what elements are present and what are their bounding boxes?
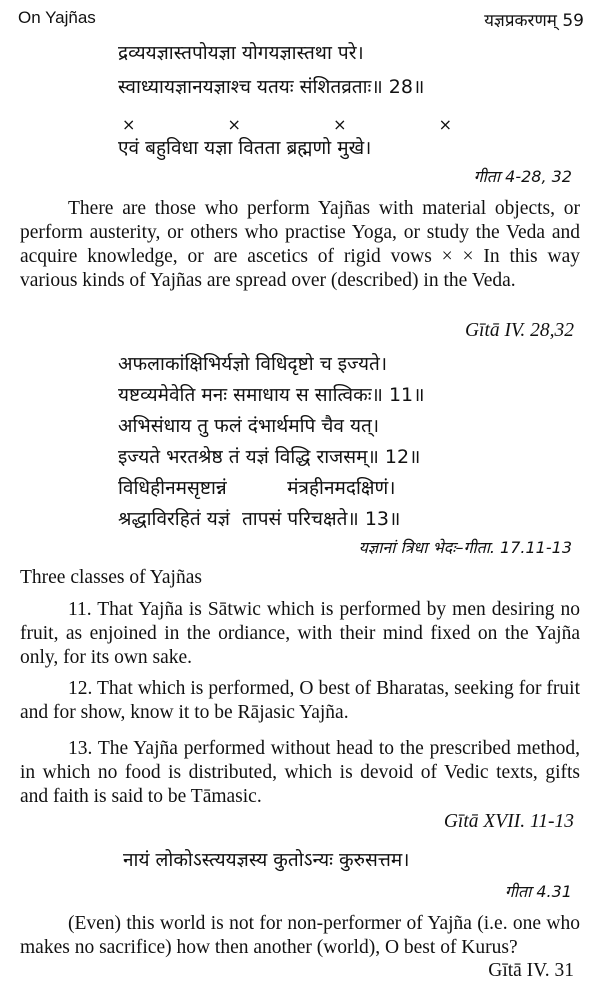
citation-gita-iv-31: Gītā IV. 31 <box>488 960 574 981</box>
verse2-line1: अफलाकांक्षिभिर्यज्ञो विधिदृष्टो च इज्यते। <box>118 353 388 375</box>
verse2-line3: अभिसंधाय तु फलं दंभार्थमपि चैव यत्। <box>118 415 380 437</box>
paragraph-text: (Even) this world is not for non-performer of Yajña (i.e. one who makes no sacrifice) how then another (world), O best of Kurus? <box>20 913 580 958</box>
paragraph-text: There are those who perform Yajñas with material objects, or perform austerity, or others who practise Yoga, or study the Veda and acquire knowledge, or are ascetics of rigid vows × × In this way various kinds of Yajñas are spread over (described) in the Veda. <box>20 198 580 291</box>
paragraph-tamasic <box>20 737 580 809</box>
citation-gita-xvii: Gītā XVII. 11-13 <box>443 811 574 832</box>
paragraph-translation-1 <box>20 197 580 293</box>
omission-marks <box>122 115 452 134</box>
citation-gita-iv: Gītā IV. 28,32 <box>464 320 574 341</box>
verse1-line1: द्रव्ययज्ञास्तपोयज्ञा योगयज्ञास्तथा परे। <box>118 42 364 64</box>
running-header-right: यज्ञप्रकरणम् 59 <box>484 11 584 31</box>
verse2-line5: विधिहीनमसृष्टान्नं मंत्रहीनमदक्षिणं। <box>118 477 396 499</box>
paragraph-text: 11. That Yajña is Sātwic which is performed by men desiring no fruit, as enjoined in the ordiance, with their mind fixed on the Yajña only, for its own sake. <box>20 599 580 668</box>
paragraph-satwic <box>20 598 580 670</box>
paragraph-text: 13. The Yajña performed without head to the prescribed method, in which no food is distributed, which is devoid of Vedic texts, gifts and faith is said to be Tāmasic. <box>20 738 580 807</box>
omission-mark: × <box>122 115 136 134</box>
verse1-line2: स्वाध्यायज्ञानयज्ञाश्च यतयः संशितव्रताः॥ 28॥ <box>118 76 425 98</box>
paragraph-text: 12. That which is performed, O best of Bharatas, seeking for fruit and for show, know it to be Rājasic Yajña. <box>20 678 580 723</box>
verse3-line: नायं लोकोऽस्त्ययज्ञस्य कुतोऽन्यः कुरुसत्तम। <box>123 849 410 871</box>
verse2-line2: यष्टव्यमेवेति मनः समाधाय स सात्विकः॥ 11॥ <box>118 384 425 406</box>
running-header-left: On Yajñas <box>18 8 96 27</box>
verse1-reference: गीता 4-28, 32 <box>473 167 572 186</box>
verse1-line3: एवं बहुविधा यज्ञा वितता ब्रह्मणो मुखे। <box>118 137 372 159</box>
verse3-reference: गीता 4.31 <box>504 882 572 901</box>
omission-mark: × <box>438 115 452 134</box>
paragraph-translation-5 <box>20 912 580 960</box>
verse2-reference: यज्ञानां त्रिधा भेदः–गीता. 17.11-13 <box>358 538 572 557</box>
omission-mark: × <box>227 115 241 134</box>
section-heading: Three classes of Yajñas <box>20 567 202 588</box>
omission-mark: × <box>333 115 347 134</box>
verse2-line4: इज्यते भरतश्रेष्ठ तं यज्ञं विद्धि राजसम्॥ 12॥ <box>118 446 421 468</box>
paragraph-rajasic <box>20 677 580 725</box>
verse2-line6: श्रद्धाविरहितं यज्ञं तापसं परिचक्षते॥ 13॥ <box>118 508 401 530</box>
